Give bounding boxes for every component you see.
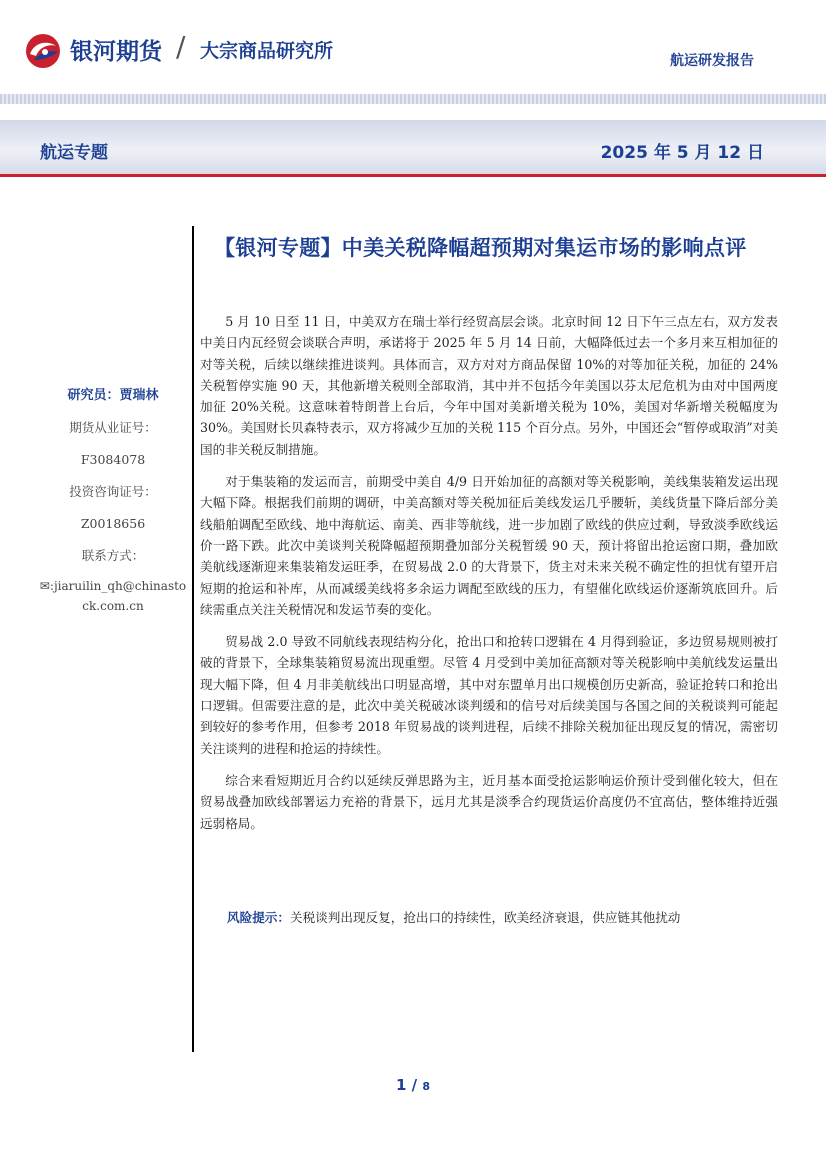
paragraph: 对于集装箱的发运而言，前期受中美自 4/9 日开始加征的高额对等关税影响，美线集装箱发运出现大幅下降。根据我们前期的调研，中美高额对等关税加征后美线发运几乎腰斩，美线货量下降后部分美线船舶调配至欧线、地中海航运、南美、西非等航线，进一步加剧了欧线的供应过剩，导致淡季欧线运价一路下跌。此次中美谈判关税降幅超预期叠加部分关税暂缓 90 天，预计将留出抢运窗口期，叠加欧美航线逐渐迎来集装箱发运旺季，在贸易战 2.0 的大背景下，货主对未来关税不确定性的担忧有望开启短期的抢运和补库，从而减缓美线将多余运力调配至欧线的压力，有望催化欧线运价逐渐筑底回升。后续需重点关注关税情况和发运节奏的变化。: [200, 474, 778, 617]
red-divider: [0, 174, 826, 177]
report-type: 航运研发报告: [670, 53, 754, 69]
risk-text: 关税谈判出现反复，抢出口的持续性，欧美经济衰退，供应链其他扰动: [289, 910, 681, 925]
page-number: 1 / 8: [395, 1076, 431, 1094]
report-body: [200, 311, 778, 845]
page-header: [0, 0, 826, 96]
mail-icon: ✉:: [39, 579, 54, 593]
brand-divider: /: [176, 30, 186, 63]
futures-cert-label: 期货从业证号：: [69, 420, 157, 435]
invest-cert-number: Z0018656: [80, 516, 146, 531]
risk-warning: [227, 907, 680, 926]
analyst-name: 研究员：贾瑞林: [67, 388, 159, 403]
institute-name: 大宗商品研究所: [200, 40, 334, 62]
analyst-sidebar: [38, 380, 188, 616]
report-date: 2025 年 5 月 12 日: [600, 143, 764, 163]
contact-email[interactable]: [38, 576, 188, 616]
total-pages: 8: [422, 1080, 431, 1093]
paragraph: 综合来看短期近月合约以延续反弹思路为主，近月基本面受抢运影响运价预计受到催化较大，但在贸易战叠加欧线部署运力充裕的背景下，远月尤其是淡季合约现货运价高度仍不宜高估，整体维持近强远弱格局。: [200, 772, 778, 831]
risk-label: 风险提示：: [227, 910, 290, 925]
email-address[interactable]: jiaruilin_qh@chinastock.com.cn: [53, 579, 187, 613]
paragraph: 5 月 10 日至 11 日，中美双方在瑞士举行经贸高层会谈。北京时间 12 日下午三点左右，双方发表中美日内瓦经贸会谈联合声明，承诺将于 2025 年 5 月 14 日前，大幅降低过去一个多月来互相加征的对等关税，后续以继续推进谈判。具体而言，双方对对方商品保留 10%的对等加征关税，加征的 24%关税暂停实施 90 天，其他新增关税则全部取消，其中并不包括今年美国以芬太尼危机为由对中国两度加征 20%关税。这意味着特朗普上台后，今年中国对美新增关税为 10%，美国对华新增关税幅度为 30%。美国财长贝森特表示，双方将减少互加的关税 115 个百分点。另外，中国还会“暂停或取消”对美国的非关税反制措施。: [200, 314, 778, 457]
brand-name: 银河期货: [70, 39, 162, 65]
galaxy-logo-icon: [24, 32, 62, 70]
contact-label: 联系方式：: [81, 548, 145, 563]
report-category: 航运专题: [40, 143, 108, 163]
paragraph: 贸易战 2.0 导致不同航线表现结构分化，抢出口和抢转口逻辑在 4 月得到验证，多边贸易规则被打破的背景下，全球集装箱贸易流出现重塑。尽管 4 月受到中美加征高额对等关税影响中美航线发运量出现大幅下降，但 4 月非美航线出口明显高增，其中对东盟单月出口规模创历史新高，验证抢转口和抢出口逻辑。但需要注意的是，此次中美关税破冰谈判缓和的信号对后续美国与各国之间的关税谈判可能起到较好的参考作用，但参考 2018 年贸易战的谈判进程，后续不排除关税加征出现反复的情况，需密切关注谈判的进程和抢运的持续性。: [200, 634, 778, 756]
report-title: 【银河专题】中美关税降幅超预期对集运市场的影响点评: [214, 236, 747, 260]
sidebar-divider: [192, 226, 194, 1052]
invest-cert-label: 投资咨询证号：: [69, 484, 157, 499]
futures-cert-number: F3084078: [80, 452, 146, 467]
current-page: 1: [395, 1076, 407, 1094]
header-stripe-band: [0, 94, 826, 104]
